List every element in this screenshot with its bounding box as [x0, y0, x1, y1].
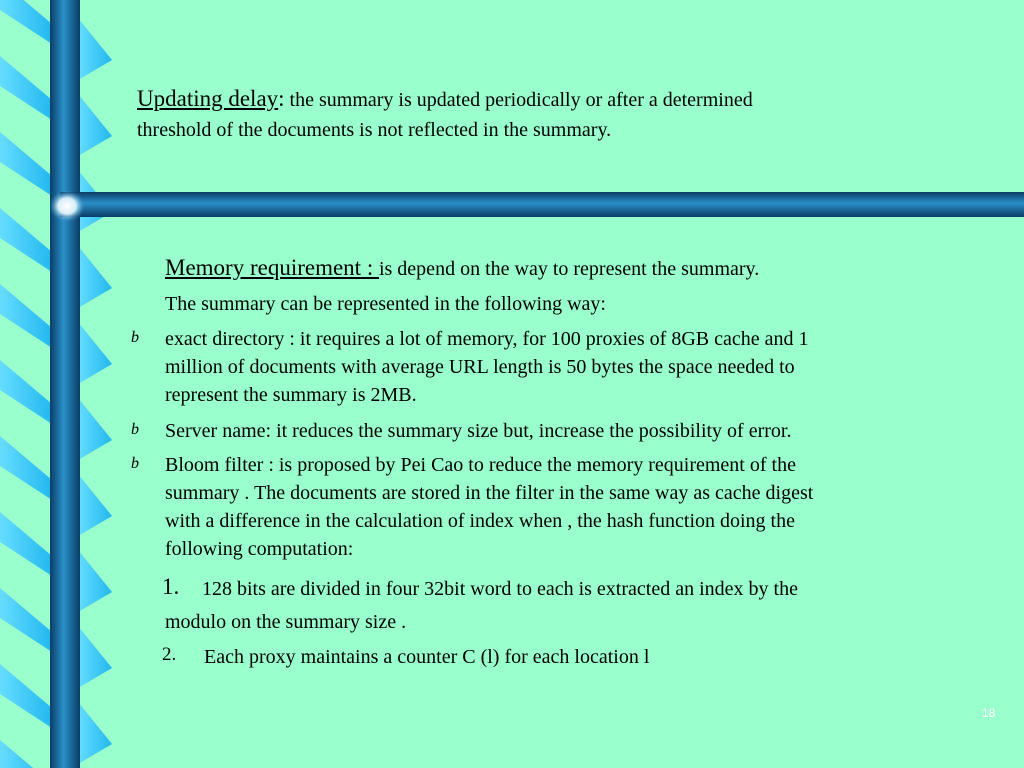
- memory-requirement-term: Memory requirement :: [165, 255, 379, 280]
- bullet-line: with a difference in the calculation of index when , the hash function doing the: [165, 510, 795, 532]
- deco-arrow: [78, 94, 112, 156]
- deco-wedge: [0, 0, 52, 44]
- bullet-line: Server name: it reduces the summary size but, increase the possibility of error.: [165, 420, 792, 442]
- deco-arrow: [78, 550, 112, 612]
- bullet-line: million of documents with average URL length is 50 bytes the space needed to: [165, 356, 795, 378]
- bullet-icon: b: [131, 455, 139, 472]
- divider-bar: [60, 192, 1024, 217]
- deco-arrow: [78, 626, 112, 688]
- bullet-exact-directory: [165, 325, 965, 409]
- horizontal-divider: [0, 186, 1024, 226]
- updating-delay-line2: threshold of the documents is not reflected in the summary.: [137, 119, 612, 141]
- deco-wedge: [0, 284, 52, 348]
- updating-delay-line1: the summary is updated periodically or after a determined: [284, 89, 753, 111]
- vertical-bar: [50, 0, 80, 768]
- numbered-item-1-line1: 128 bits are divided in four 32bit word to each is extracted an index by the: [202, 578, 798, 600]
- left-decorative-bar: [0, 0, 115, 768]
- numbered-item-1-line2: modulo on the summary size .: [165, 611, 407, 633]
- bullet-line: represent the summary is 2MB.: [165, 384, 417, 406]
- slide-number: 18: [982, 706, 996, 720]
- deco-arrow: [78, 474, 112, 536]
- memory-requirement-text: is depend on the way to represent the summary.: [378, 258, 760, 280]
- bullet-server-name: [165, 417, 965, 445]
- divider-knob: [49, 190, 85, 222]
- deco-arrow: [78, 18, 112, 80]
- updating-delay-term: Updating delay: [137, 86, 279, 111]
- deco-arrow: [78, 398, 112, 460]
- deco-wedge: [0, 436, 52, 500]
- bullet-bloom-filter: [165, 451, 965, 563]
- deco-wedge: [0, 56, 52, 120]
- bullet-icon: b: [131, 329, 139, 346]
- updating-delay-colon: :: [278, 86, 285, 111]
- updating-delay-paragraph: [137, 84, 937, 145]
- memory-requirement-line: [165, 254, 965, 283]
- deco-wedge: [0, 512, 52, 576]
- bullet-icon: b: [131, 421, 139, 438]
- deco-wedge: [0, 588, 52, 652]
- deco-arrow: [78, 246, 112, 308]
- deco-wedge: [0, 740, 52, 768]
- number-label: 2.: [162, 644, 177, 665]
- deco-arrow: [78, 322, 112, 384]
- representation-subtitle: The summary can be represented in the following way:: [165, 293, 606, 315]
- bullet-line: following computation:: [165, 538, 354, 560]
- bullet-line: exact directory : it requires a lot of memory, for 100 proxies of 8GB cache and 1: [165, 328, 809, 350]
- number-label: 1.: [162, 574, 180, 599]
- deco-wedge: [0, 360, 52, 424]
- numbered-item-2: Each proxy maintains a counter C (l) for each location l: [204, 646, 650, 668]
- deco-wedge: [0, 664, 52, 728]
- bullet-line: summary . The documents are stored in the filter in the same way as cache digest: [165, 482, 814, 504]
- deco-arrow: [78, 702, 112, 764]
- bullet-line: Bloom filter : is proposed by Pei Cao to reduce the memory requirement of the: [165, 454, 796, 476]
